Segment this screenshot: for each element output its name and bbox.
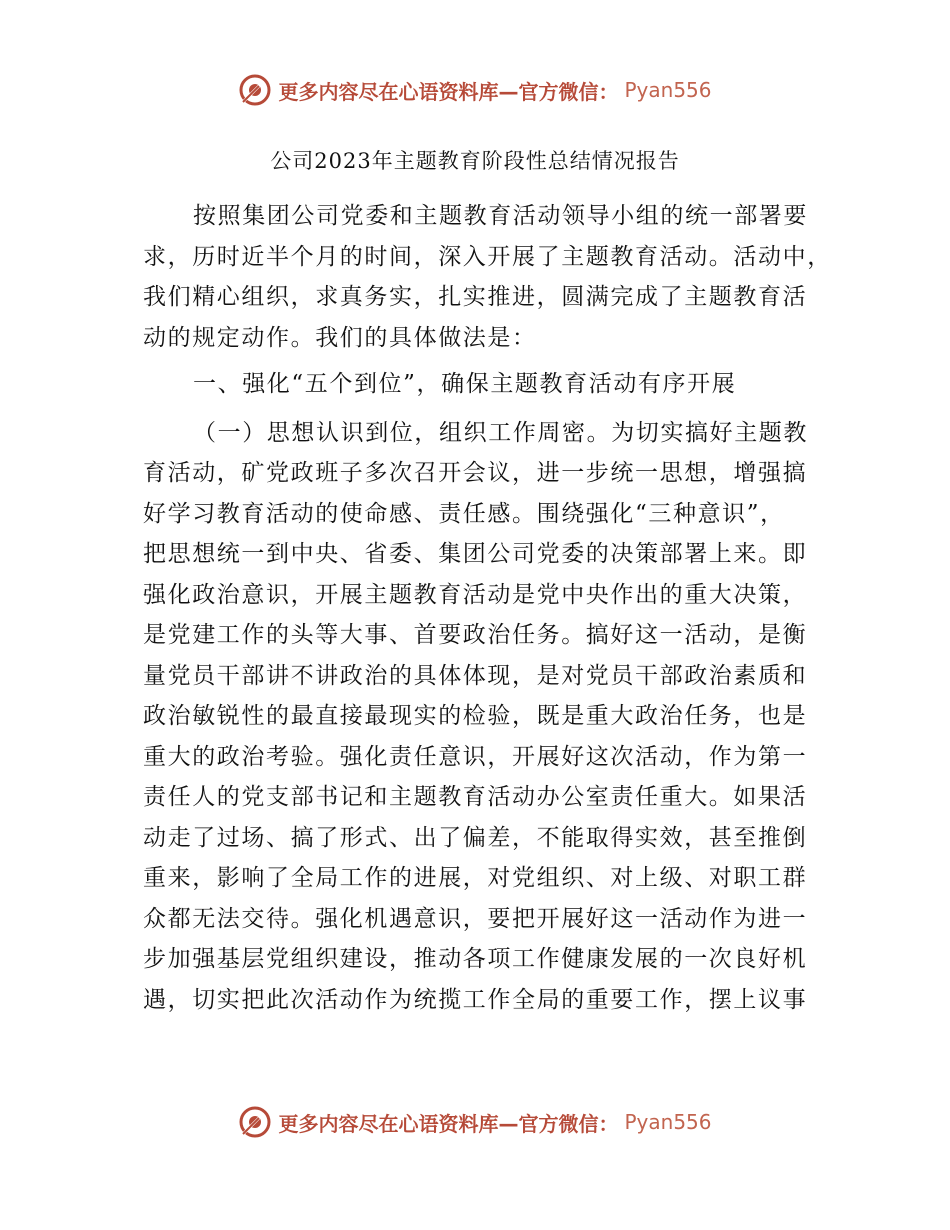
watermark-text: 更多内容尽在心语资料库—官方微信： (278, 1111, 619, 1136)
subsection-line: 量党员干部讲不讲政治的具体体现，是对党员干部政治素质和 (143, 662, 808, 689)
subsection-line: 是党建工作的头等大事、首要政治任务。搞好这一活动，是衡 (143, 622, 808, 648)
subsection-line: 把思想统一到中央、省委、集团公司党委的决策部署上来。即 (143, 541, 808, 567)
subsection-line: 责任人的党支部书记和主题教育活动办公室责任重大。如果活 (143, 784, 808, 810)
section-heading: 一、强化“五个到位”，确保主题教育活动有序开展 (193, 371, 737, 397)
footer-watermark (0, 1102, 950, 1142)
subsection-line: （一）思想认识到位，组织工作周密。为切实搞好主题教 (193, 419, 808, 446)
subsection-line: 众都无法交待。强化机遇意识，要把开展好这一活动作为进一 (143, 905, 808, 932)
watermark-wechat-id: Pyan556 (624, 1110, 712, 1134)
subsection-line: 重来，影响了全局工作的进展，对党组织、对上级、对职工群 (143, 865, 808, 891)
subsection-line: 遇，切实把此次活动作为统揽工作全局的重要工作，摆上议事 (143, 986, 808, 1013)
brand-logo-icon (238, 1105, 272, 1139)
subsection-line: 动走了过场、搞了形式、出了偏差，不能取得实效，甚至推倒 (143, 824, 808, 851)
subsection-line: 好学习教育活动的使命感、责任感。围绕强化“三种意识”， (143, 500, 785, 527)
watermark-text: 更多内容尽在心语资料库—官方微信： (278, 79, 619, 104)
watermark-wechat-id: Pyan556 (624, 78, 712, 102)
intro-line: 我们精心组织，求真务实，扎实推进，圆满完成了主题教育活 (143, 284, 808, 310)
subsection-line: 步加强基层党组织建设，推动各项工作健康发展的一次良好机 (143, 946, 808, 972)
subsection-line: 育活动，矿党政班子多次召开会议，进一步统一思想，增强搞 (143, 460, 808, 486)
document-title: 公司2023年主题教育阶段性总结情况报告 (270, 149, 680, 173)
subsection-line: 政治敏锐性的最直接最现实的检验，既是重大政治任务，也是 (143, 703, 808, 729)
intro-line: 动的规定动作。我们的具体做法是： (143, 324, 537, 351)
brand-logo-icon (238, 73, 272, 107)
intro-line: 求，历时近半个月的时间，深入开展了主题教育活动。活动中， (143, 243, 832, 270)
intro-line: 按照集团公司党委和主题教育活动领导小组的统一部署要 (193, 203, 808, 229)
document-body (143, 196, 832, 1020)
header-watermark (0, 70, 950, 110)
subsection-line: 强化政治意识，开展主题教育活动是党中央作出的重大决策， (143, 581, 808, 608)
subsection-line: 重大的政治考验。强化责任意识，开展好这次活动，作为第一 (143, 743, 808, 770)
